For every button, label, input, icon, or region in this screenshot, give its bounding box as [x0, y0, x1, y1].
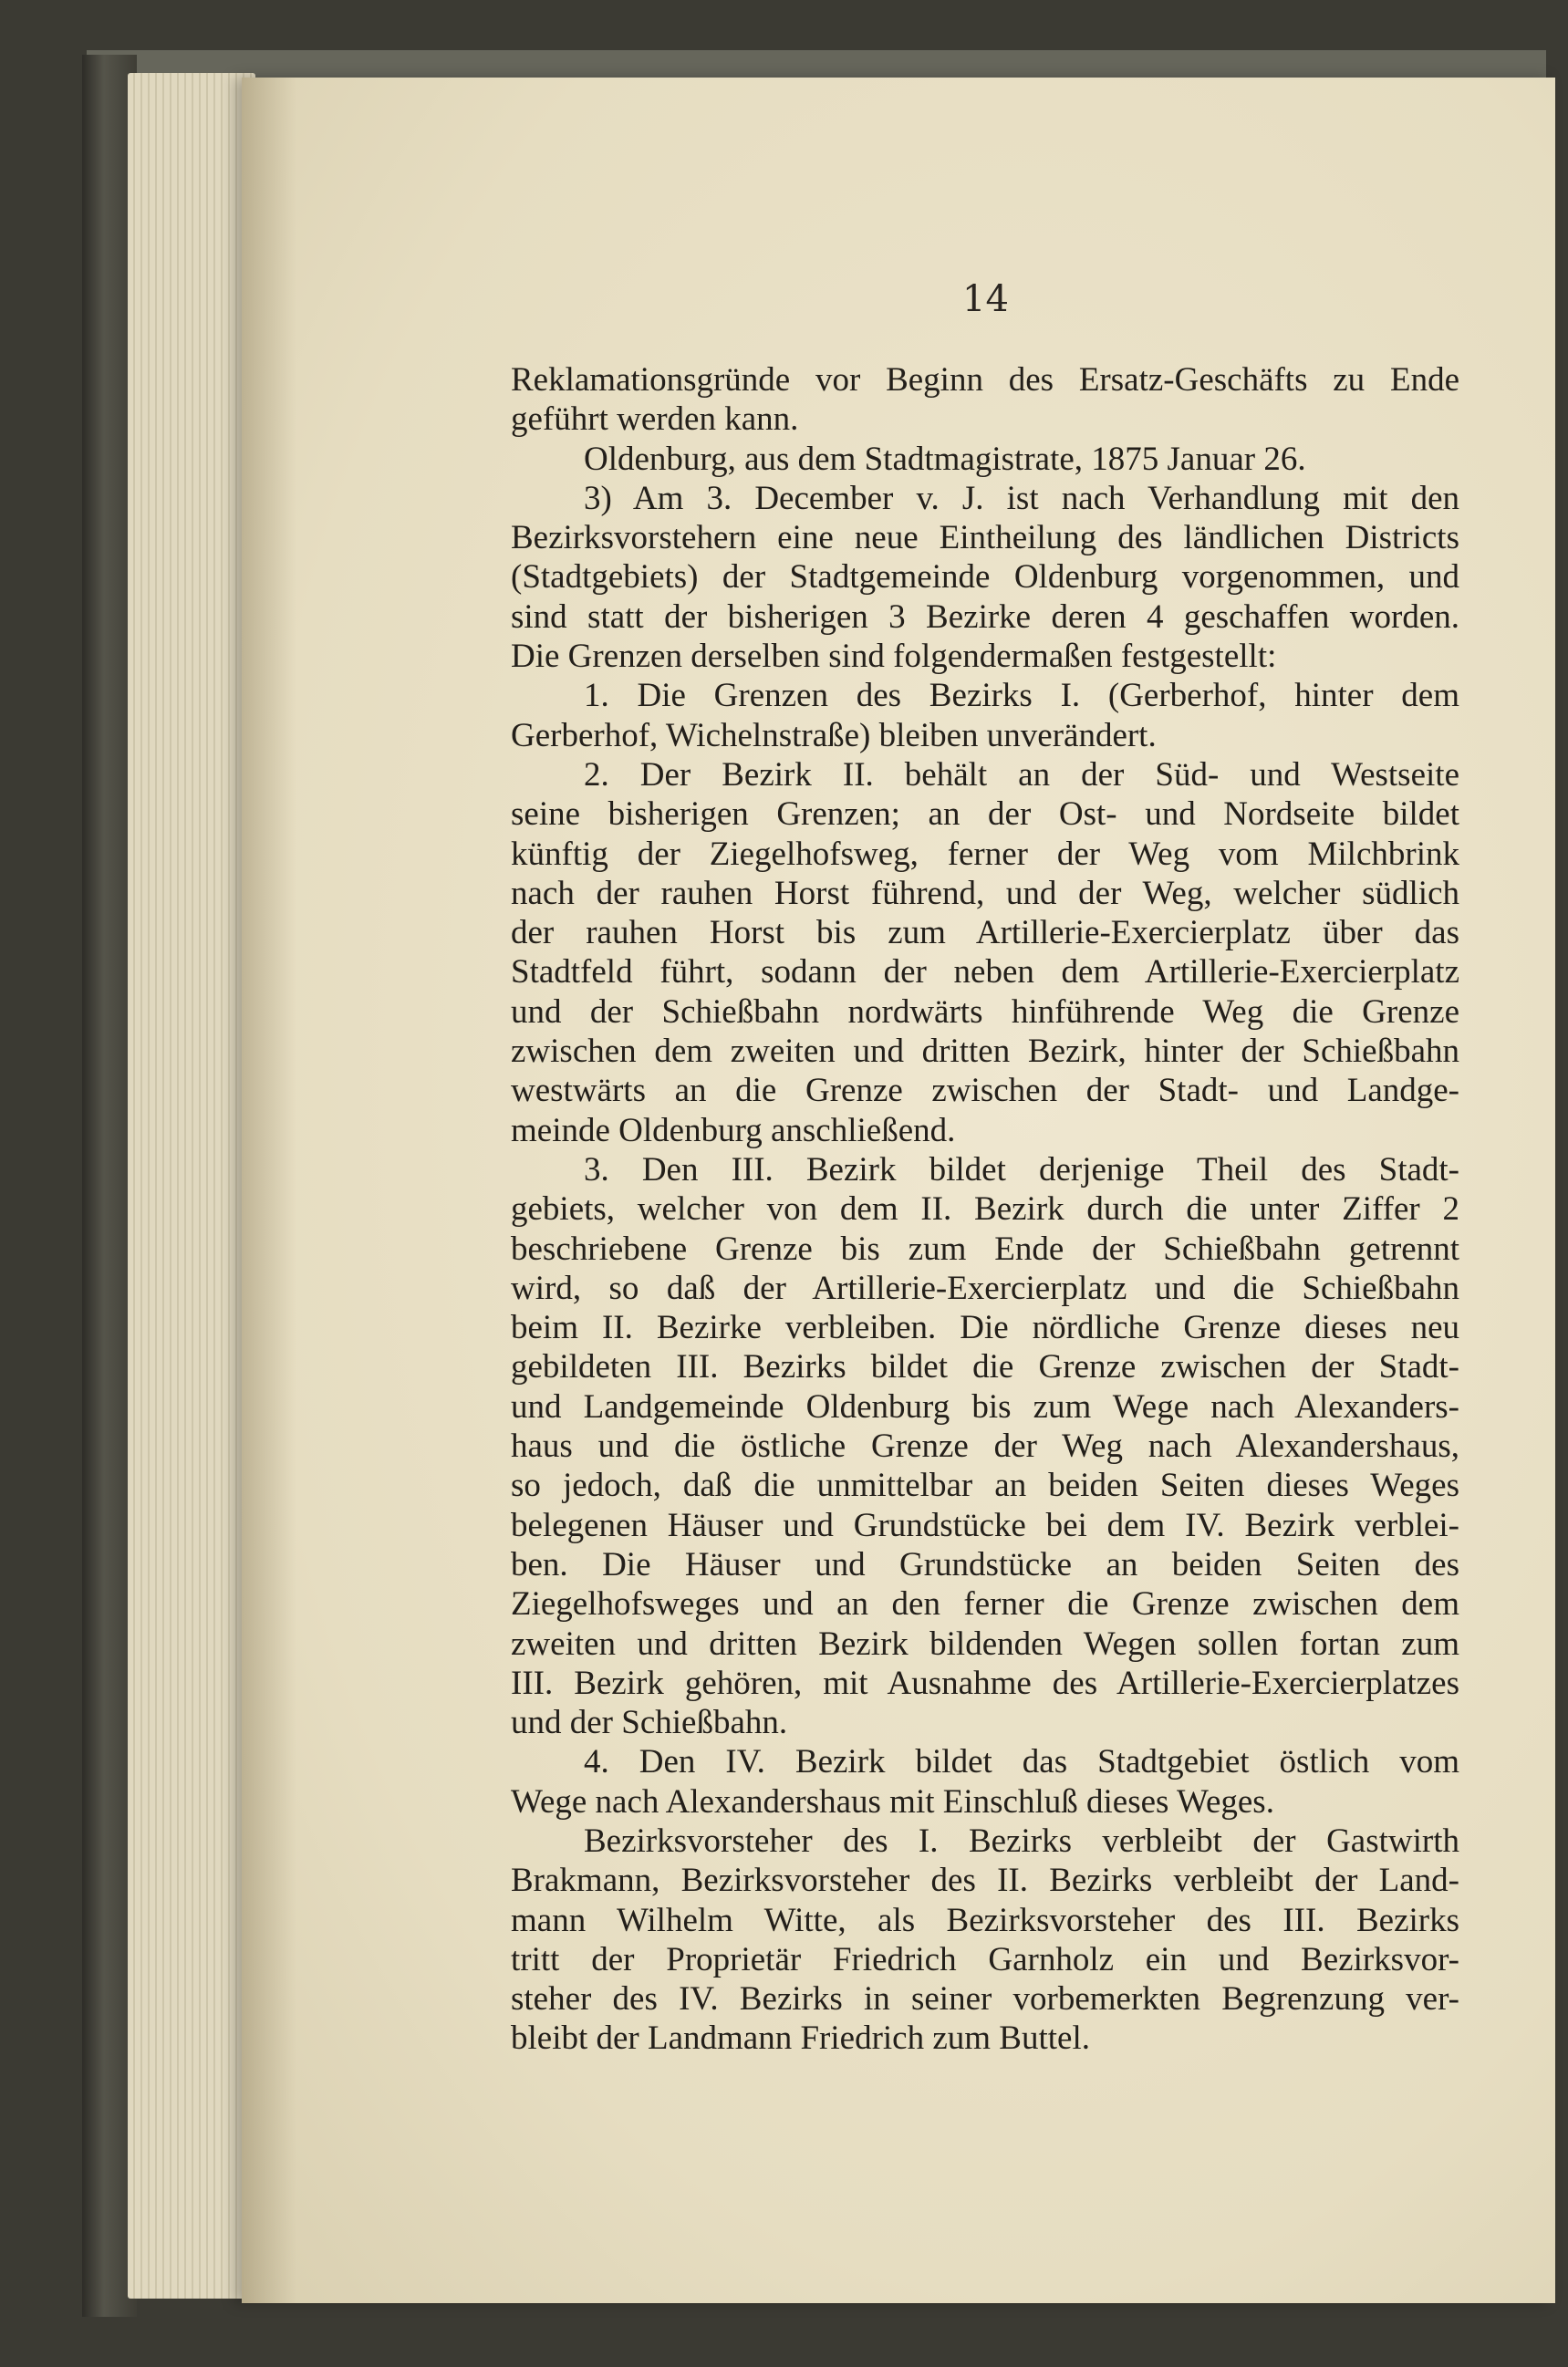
text-line: so jedoch, daß die unmittelbar an beiden Seiten dieses Weges	[511, 1467, 1459, 1505]
text-line: der rauhen Horst bis zum Artillerie-Exercierplatz über das	[511, 914, 1459, 952]
text-line: 3. Den III. Bezirk bildet derjenige Theil des Stadt-	[584, 1150, 1459, 1189]
text-line: 4. Den IV. Bezirk bildet das Stadtgebiet östlich vom	[584, 1743, 1459, 1781]
text-line: gebildeten III. Bezirks bildet die Grenze zwischen der Stadt-	[511, 1348, 1459, 1386]
text-line: 1. Die Grenzen des Bezirks I. (Gerberhof, hinter dem	[584, 677, 1459, 715]
text-line: III. Bezirk gehören, mit Ausnahme des Artillerie-Exercierplatzes	[511, 1664, 1459, 1702]
text-line: beim II. Bezirke verbleiben. Die nördliche Grenze dieses neu	[511, 1309, 1459, 1347]
text-line: künftig der Ziegelhofsweg, ferner der Weg vom Milchbrink	[511, 835, 1459, 873]
text-line: mann Wilhelm Witte, als Bezirksvorsteher des III. Bezirks	[511, 1901, 1459, 1939]
text-line: Bezirksvorsteher des I. Bezirks verbleibt der Gastwirth	[584, 1822, 1459, 1860]
text-line: tritt der Proprietär Friedrich Garnholz ein und Bezirksvor-	[511, 1940, 1459, 1978]
text-line: haus und die östliche Grenze der Weg nach Alexandershaus,	[511, 1427, 1459, 1466]
text-line: und der Schießbahn nordwärts hinführende Weg die Grenze	[511, 992, 1459, 1031]
page-number: 14	[962, 278, 1009, 320]
text-line: Brakmann, Bezirksvorsteher des II. Bezirks verbleibt der Land-	[511, 1862, 1459, 1900]
text-line: Reklamationsgründe vor Beginn des Ersatz-Geschäfts zu Ende	[511, 361, 1459, 399]
body-text	[511, 360, 1459, 2059]
text-line: Bezirksvorstehern eine neue Eintheilung des ländlichen Districts	[511, 519, 1459, 557]
page-gutter-shadow	[242, 78, 296, 2303]
text-line: und Landgemeinde Oldenburg bis zum Wege nach Alexanders-	[511, 1387, 1459, 1426]
text-line: beschriebene Grenze bis zum Ende der Schießbahn getrennt	[511, 1230, 1459, 1268]
text-line: 2. Der Bezirk II. behält an der Süd- und Westseite	[584, 755, 1459, 794]
text-line: westwärts an die Grenze zwischen der Stadt- und Landge-	[511, 1072, 1459, 1110]
text-line: Die Grenzen derselben sind folgendermaßen festgestellt:	[511, 638, 1277, 676]
text-line: steher des IV. Bezirks in seiner vorbemerkten Begrenzung ver-	[511, 1980, 1459, 2019]
text-line: meinde Oldenburg anschließend.	[511, 1111, 956, 1149]
page-edges	[128, 73, 255, 2299]
text-line: geführt werden kann.	[511, 400, 799, 439]
text-line: nach der rauhen Horst führend, und der Weg, welcher südlich	[511, 874, 1459, 912]
text-line: belegenen Häuser und Grundstücke bei dem IV. Bezirk verblei-	[511, 1506, 1459, 1544]
text-line: Ziegelhofsweges und an den ferner die Grenze zwischen dem	[511, 1585, 1459, 1624]
text-line: bleibt der Landmann Friedrich zum Buttel.	[511, 2019, 1090, 2058]
text-line: 3) Am 3. December v. J. ist nach Verhandlung mit den	[584, 479, 1459, 517]
text-line: Gerberhof, Wichelnstraße) bleiben unverändert.	[511, 716, 1157, 754]
text-line: seine bisherigen Grenzen; an der Ost- und Nordseite bildet	[511, 795, 1459, 834]
text-line: zweiten und dritten Bezirk bildenden Wegen sollen fortan zum	[511, 1625, 1459, 1663]
text-line: sind statt der bisherigen 3 Bezirke deren 4 geschaffen worden.	[511, 597, 1459, 636]
text-line: Oldenburg, aus dem Stadtmagistrate, 1875 Januar 26.	[584, 440, 1306, 478]
text-line: Wege nach Alexandershaus mit Einschluß dieses Weges.	[511, 1782, 1274, 1821]
text-line: gebiets, welcher von dem II. Bezirk durch die unter Ziffer 2	[511, 1190, 1459, 1229]
text-line: Stadtfeld führt, sodann der neben dem Artillerie-Exercierplatz	[511, 953, 1459, 991]
text-line: und der Schießbahn.	[511, 1704, 788, 1742]
text-line: (Stadtgebiets) der Stadtgemeinde Oldenburg vorgenommen, und	[511, 558, 1459, 597]
text-line: ben. Die Häuser und Grundstücke an beiden Seiten des	[511, 1545, 1459, 1583]
text-line: zwischen dem zweiten und dritten Bezirk, hinter der Schießbahn	[511, 1033, 1459, 1071]
text-line: wird, so daß der Artillerie-Exercierplatz und die Schießbahn	[511, 1269, 1459, 1307]
